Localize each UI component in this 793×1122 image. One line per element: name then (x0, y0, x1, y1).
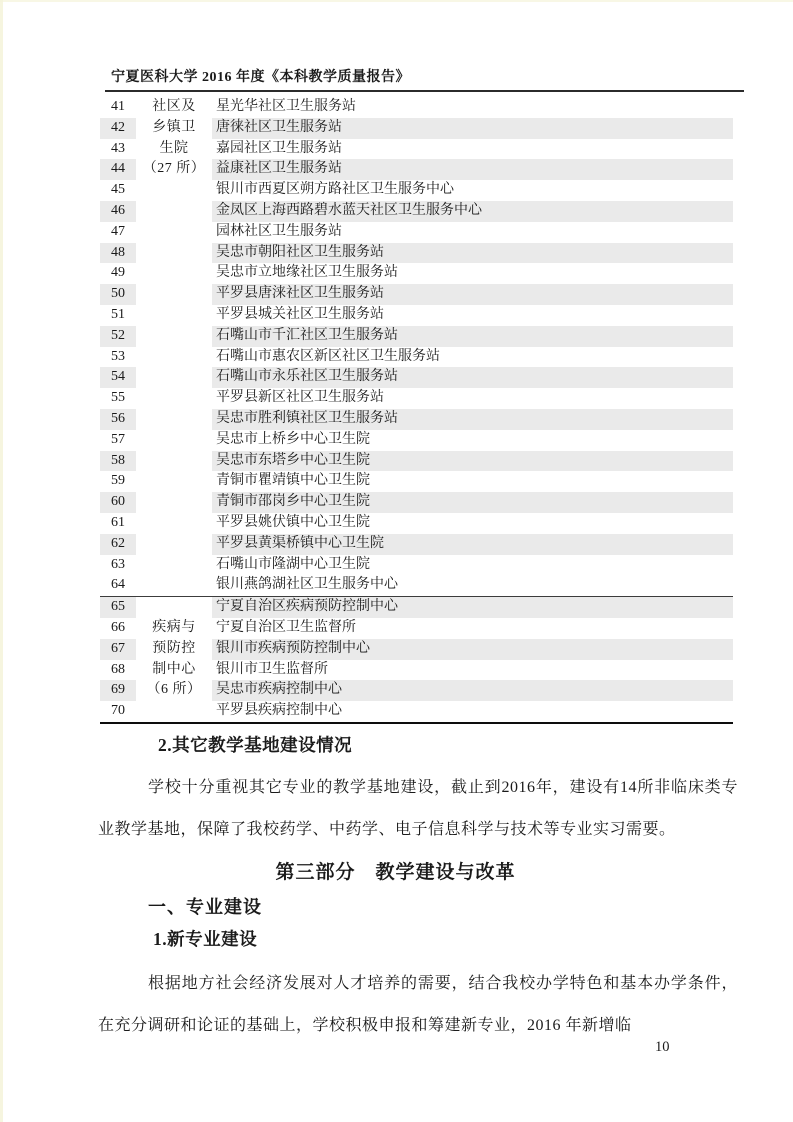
base-table-body (100, 97, 733, 722)
table-row (100, 263, 733, 284)
row-number: 45 (111, 182, 125, 198)
row-category (136, 597, 212, 618)
row-name: 园林社区卫生服务站 (216, 223, 342, 239)
page-number: 10 (655, 1039, 670, 1055)
row-number: 68 (111, 661, 125, 677)
page-edge-left (0, 0, 3, 1122)
page-header: 宁夏医科大学 2016 年度《本科教学质量报告》 (105, 66, 744, 92)
row-category (136, 409, 212, 430)
row-number: 64 (111, 577, 125, 593)
row-number: 50 (100, 284, 136, 305)
row-name: 平罗县唐涞社区卫生服务站 (212, 284, 733, 305)
row-category (136, 575, 212, 596)
row-number: 59 (111, 473, 125, 489)
row-category (136, 284, 212, 305)
table-row (100, 388, 733, 409)
row-category (136, 555, 212, 576)
row-category: 制中心 (136, 660, 212, 681)
row-category (136, 701, 212, 722)
table-row (100, 597, 733, 618)
table-row (100, 201, 733, 222)
paragraph-new-major: 根据地方社会经济发展对人才培养的需要，结合我校办学特色和基本办学条件，在充分调研和论证的基础上，学校积极申报和筹建新专业，2016 年新增临 (98, 975, 738, 1034)
row-name: 吴忠市上桥乡中心卫生院 (216, 431, 370, 447)
row-number: 63 (111, 556, 125, 572)
table-row (100, 118, 733, 139)
heading-new-major: 1.新专业建设 (153, 929, 258, 949)
row-name: 银川市疾病预防控制中心 (212, 639, 733, 660)
row-number: 56 (100, 409, 136, 430)
row-name: 银川市西夏区朔方路社区卫生服务中心 (216, 182, 454, 198)
row-number: 65 (100, 597, 136, 618)
row-name: 平罗县姚伏镇中心卫生院 (216, 514, 370, 530)
table-row (100, 284, 733, 305)
row-number: 46 (100, 201, 136, 222)
row-category (136, 305, 212, 326)
row-category (136, 471, 212, 492)
table-row (100, 575, 733, 597)
row-number: 42 (100, 118, 136, 139)
row-number: 54 (100, 367, 136, 388)
table-row (100, 639, 733, 660)
table-row (100, 471, 733, 492)
row-name: 吴忠市朝阳社区卫生服务站 (212, 243, 733, 264)
heading-major-construction: 一、专业建设 (148, 897, 262, 917)
row-category (136, 430, 212, 451)
row-category (136, 513, 212, 534)
table-row (100, 430, 733, 451)
row-category: 社区及 (136, 97, 212, 118)
row-name: 银川燕鸽湖社区卫生服务中心 (216, 577, 398, 593)
row-number: 44 (100, 159, 136, 180)
table-row (100, 347, 733, 368)
row-category (136, 180, 212, 201)
row-number: 41 (111, 99, 125, 114)
row-category (136, 243, 212, 264)
heading-other-bases: 2.其它教学基地建设情况 (158, 735, 353, 755)
row-number: 69 (100, 680, 136, 701)
table-row (100, 555, 733, 576)
table-row (100, 618, 733, 639)
table-row (100, 97, 733, 118)
table-row (100, 139, 733, 160)
row-category: 乡镇卫 (136, 118, 212, 139)
row-number: 52 (100, 326, 136, 347)
row-name: 青铜市瞿靖镇中心卫生院 (216, 473, 370, 489)
row-name: 平罗县黄渠桥镇中心卫生院 (212, 534, 733, 555)
row-category: 疾病与 (136, 618, 212, 639)
row-category (136, 201, 212, 222)
row-name: 平罗县疾病控制中心 (216, 703, 342, 719)
paragraph-other-bases: 学校十分重视其它专业的教学基地建设，截止到2016年，建设有14所非临床类专业教学基地，保障了我校药学、中药学、电子信息科学与技术等专业实习需要。 (98, 779, 738, 838)
row-category: （27 所） (136, 159, 212, 180)
table-row (100, 180, 733, 201)
row-name: 宁夏自治区卫生监督所 (216, 619, 356, 635)
row-number: 61 (111, 514, 125, 530)
row-name: 嘉园社区卫生服务站 (216, 140, 342, 156)
row-name: 银川市卫生监督所 (216, 661, 328, 677)
table-row (100, 159, 733, 180)
row-name: 石嘴山市永乐社区卫生服务站 (212, 367, 733, 388)
table-row (100, 660, 733, 681)
table-row (100, 701, 733, 722)
row-category (136, 451, 212, 472)
row-name: 宁夏自治区疾病预防控制中心 (212, 597, 733, 618)
row-number: 48 (100, 243, 136, 264)
row-number: 57 (111, 431, 125, 447)
row-category (136, 263, 212, 284)
row-category (136, 492, 212, 513)
row-name: 吴忠市疾病控制中心 (212, 680, 733, 701)
row-name: 石嘴山市隆湖中心卫生院 (216, 556, 370, 572)
row-number: 70 (111, 703, 125, 719)
row-number: 55 (111, 390, 125, 406)
row-name: 平罗县新区社区卫生服务站 (216, 390, 384, 406)
row-category (136, 222, 212, 243)
row-number: 67 (100, 639, 136, 660)
table-row (100, 409, 733, 430)
row-number: 66 (111, 619, 125, 635)
part3-title: 第三部分 教学建设与改革 (275, 862, 516, 883)
row-name: 星光华社区卫生服务站 (216, 99, 356, 114)
table-row (100, 222, 733, 243)
table-row (100, 367, 733, 388)
row-category: 生院 (136, 139, 212, 160)
table-row (100, 326, 733, 347)
table-row (100, 451, 733, 472)
row-category: 预防控 (136, 639, 212, 660)
row-number: 43 (111, 140, 125, 156)
row-category (136, 388, 212, 409)
row-category (136, 326, 212, 347)
table-row (100, 513, 733, 534)
row-name: 平罗县城关社区卫生服务站 (216, 306, 384, 322)
row-category (136, 347, 212, 368)
row-name: 吴忠市胜利镇社区卫生服务站 (212, 409, 733, 430)
row-name: 唐徕社区卫生服务站 (212, 118, 733, 139)
table-row (100, 305, 733, 326)
row-name: 金凤区上海西路碧水蓝天社区卫生服务中心 (212, 201, 733, 222)
table-row (100, 243, 733, 264)
teaching-bases-table (100, 97, 733, 724)
table-row (100, 492, 733, 513)
table-row (100, 534, 733, 555)
page-edge-top (0, 0, 793, 2)
row-number: 49 (111, 265, 125, 281)
row-name: 青铜市邵岗乡中心卫生院 (212, 492, 733, 513)
row-number: 58 (100, 451, 136, 472)
row-number: 51 (111, 306, 125, 322)
row-category (136, 367, 212, 388)
row-name: 石嘴山市千汇社区卫生服务站 (212, 326, 733, 347)
row-category (136, 534, 212, 555)
row-name: 石嘴山市惠农区新区社区卫生服务站 (216, 348, 440, 364)
row-name: 吴忠市东塔乡中心卫生院 (212, 451, 733, 472)
row-name: 吴忠市立地缘社区卫生服务站 (216, 265, 398, 281)
row-category: （6 所） (136, 680, 212, 701)
row-number: 47 (111, 223, 125, 239)
row-number: 53 (111, 348, 125, 364)
row-number: 62 (100, 534, 136, 555)
row-number: 60 (100, 492, 136, 513)
row-name: 益康社区卫生服务站 (212, 159, 733, 180)
table-row (100, 680, 733, 701)
